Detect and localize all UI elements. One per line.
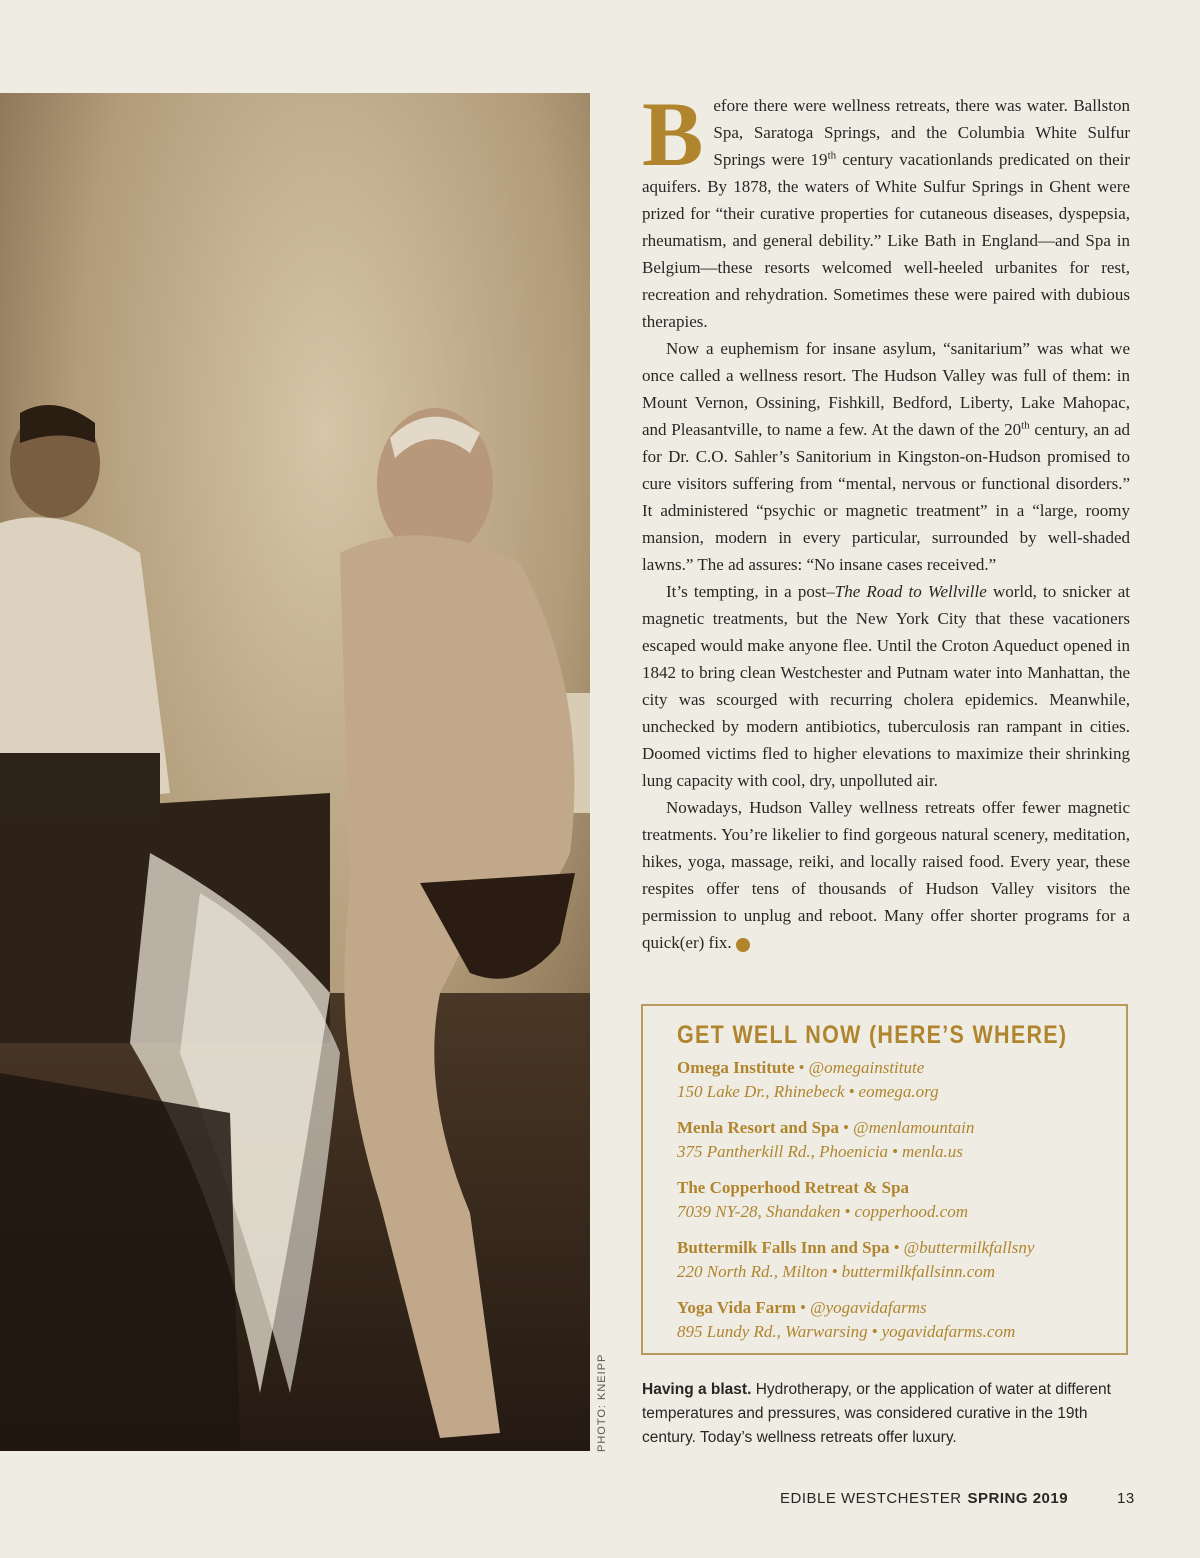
retreat-address: 7039 NY-28, Shandaken (677, 1202, 841, 1221)
hydrotherapy-photo (0, 93, 590, 1451)
retreat-entry (677, 1116, 1126, 1164)
retreat-handle[interactable]: @menlamountain (852, 1118, 975, 1137)
book-title: The Road to Wellville (834, 582, 987, 601)
page-footer (780, 1490, 1140, 1507)
retreat-name: Yoga Vida Farm (677, 1298, 796, 1317)
bullet: • (798, 1058, 805, 1077)
caption-text: Hydrotherapy, or the application of water at different temperatures and pressures, was considered curative in the 19th century. Today’s wellness retreats offer luxury. (642, 1381, 1111, 1446)
retreat-entry (677, 1056, 1126, 1104)
bullet: • (842, 1118, 849, 1137)
bullet: • (800, 1298, 806, 1317)
bullet: • (844, 1202, 851, 1221)
article-paragraph-2: Now a euphemism for insane asylum, “sanitarium” was what we once called a wellness resort. The Hudson Valley was full of them: in Mount Vernon, Ossining, Fishkill, Bedford, Liberty, Lake Mahopac, and Pleasantville, to name a few. At the dawn of the 20th century, an ad for Dr. C.O. Sahler’s Sanitorium in Kingston-on-Hudson promised to cure visitors suffering from “mental, nervous or functional disorders.” It administered “psychic or magnetic treatment” in a “large, roomy mansion, modern in every particular, surrounded by well-shaded lawns.” The ad assures: “No insane cases received.” (642, 339, 1130, 574)
sidebar-box (641, 1004, 1128, 1355)
retreat-name: Menla Resort and Spa (677, 1118, 839, 1137)
article-paragraph-4: Nowadays, Hudson Valley wellness retreats offer fewer magnetic treatments. You’re likelier to find gorgeous natural scenery, meditation, hikes, yoga, massage, reiki, and locally raised food. Every year, these respites offer tens of thousands of Hudson Valley visitors the permission to unplug and reboot. Many offer shorter programs for a quick(er) fix. e (642, 798, 1130, 952)
caption-lead: Having a blast. (642, 1381, 752, 1398)
end-mark-icon: e (736, 938, 750, 952)
magazine-name: EDIBLE WESTCHESTER (780, 1490, 962, 1507)
retreat-address: 150 Lake Dr., Rhinebeck (677, 1082, 845, 1101)
bullet: • (871, 1322, 878, 1341)
retreat-website[interactable]: buttermilkfallsinn.com (841, 1262, 996, 1281)
bullet: • (893, 1238, 900, 1257)
retreat-website[interactable]: copperhood.com (854, 1202, 968, 1221)
retreat-address: 895 Lundy Rd., Warwarsing (677, 1322, 868, 1341)
retreat-website[interactable]: yogavidafarms.com (881, 1322, 1016, 1341)
issue-label: SPRING 2019 (967, 1490, 1069, 1507)
photo-credit (596, 1353, 616, 1456)
retreat-entry (677, 1236, 1126, 1284)
page-number: 13 (1117, 1490, 1135, 1507)
photo-credit-text: PHOTO: KNEIPP (596, 1353, 608, 1452)
retreat-name: The Copperhood Retreat & Spa (677, 1178, 910, 1197)
retreat-handle[interactable]: @omegainstitute (808, 1058, 925, 1077)
retreat-address: 220 North Rd., Milton (677, 1262, 828, 1281)
retreat-name: Buttermilk Falls Inn and Spa (677, 1238, 890, 1257)
bullet: • (848, 1082, 855, 1101)
photo-caption (642, 1378, 1130, 1450)
retreat-handle[interactable]: @yogavidafarms (809, 1298, 927, 1317)
retreat-entry (677, 1176, 1126, 1224)
retreat-website[interactable]: menla.us (902, 1142, 963, 1161)
retreat-website[interactable]: eomega.org (858, 1082, 939, 1101)
bullet: • (892, 1142, 898, 1161)
article-paragraph-1: Before there were wellness retreats, there was water. Ballston Spa, Saratoga Springs, and the Columbia White Sulfur Springs were 19th century vacationlands predicated on their aquifers. By 1878, the waters of White Sulfur Springs in Ghent were prized for “their curative properties for cutaneous diseases, dyspepsia, rheumatism, and general debility.” Like Bath in England—and Spa in Belgium—these resorts welcomed well-heeled urbanites for rest, recreation and rehydration. Sometimes these were paired with dubious therapies. (642, 83, 1130, 331)
retreat-address: 375 Pantherkill Rd., Phoenicia (677, 1142, 889, 1161)
sidebar-title: GET WELL NOW (HERE’S WHERE) (677, 1021, 1068, 1049)
article-body (642, 83, 1130, 956)
drop-cap: B (642, 83, 704, 185)
bullet: • (831, 1262, 838, 1281)
retreat-handle[interactable]: @buttermilkfallsny (903, 1238, 1035, 1257)
article-paragraph-3: It’s tempting, in a post–The Road to Wellville world, to snicker at magnetic treatments, but the New York City that these vacationers escaped would make anyone flee. Until the Croton Aqueduct opened in 1842 to bring clean Westchester and Putnam water into Manhattan, the city was scourged with recurring cholera epidemics. Meanwhile, unchecked by modern antibiotics, tuberculosis ran rampant in cities. Doomed victims fled to higher elevations to maximize their shrinking lung capacity with cool, dry, unpolluted air. (642, 582, 1130, 790)
retreat-entry (677, 1296, 1126, 1344)
retreat-name: Omega Institute (677, 1058, 795, 1077)
